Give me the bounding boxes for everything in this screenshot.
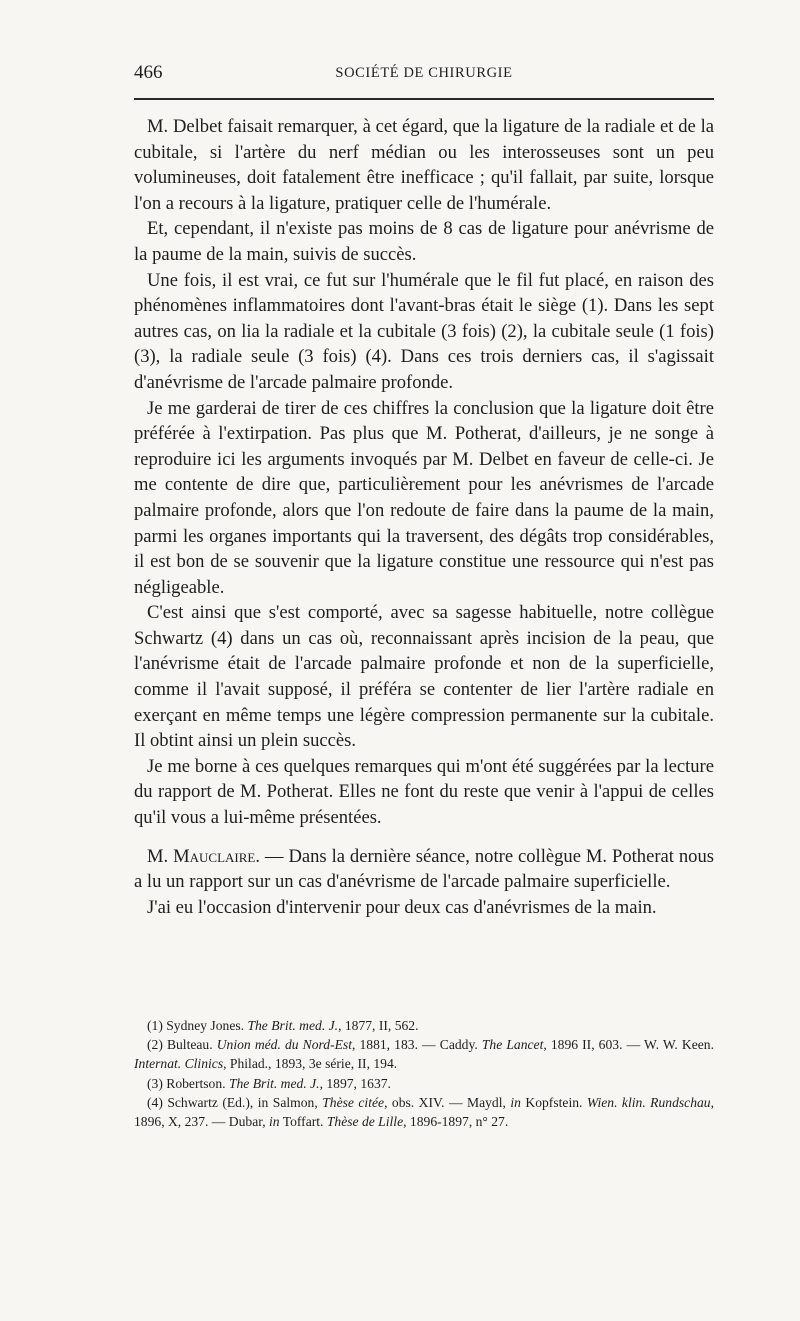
paragraph: Je me borne à ces quelques remarques qui m'ont été suggérées par la lecture du rapport de M. Potherat. Elles ne font du reste que venir à l'appui de celles qu'il vous a lui-même présentées. (134, 755, 714, 829)
footnotes (134, 1016, 714, 1131)
page-header (134, 62, 714, 86)
header-rule (134, 98, 714, 100)
running-title: SOCIÉTÉ DE CHIRURGIE (335, 65, 513, 81)
paragraph: C'est ainsi que s'est comporté, avec sa sagesse habituelle, notre collègue Schwartz (4) dans un cas où, reconnaissant après incision de la peau, que l'anévrisme était de l'arcade palmaire profonde et non de la superficielle, comme il l'avait supposé, il préféra se contenter de lier l'artère radiale en exerçant en même temps une légère compression permanente sur la cubitale. Il obtint ainsi un plein succès. (134, 602, 714, 752)
speaker-name: M. Mauclaire. (147, 845, 261, 867)
main-text (134, 114, 714, 920)
paragraph: Une fois, il est vrai, ce fut sur l'humérale que le fil fut placé, en raison des phénomènes inflammatoires dont l'avant-bras était le siège (1). Dans les sept autres cas, on lia la radiale et la cubitale (3 fois) (2), la cubitale seule (1 fois) (3), la radiale seule (3 fois) (4). Dans ces trois derniers cas, il s'agissait d'anévrisme de l'arcade palmaire profonde. (134, 269, 714, 393)
mauclaire-paragraph (134, 844, 714, 895)
footnote-4: (4) Schwartz (Ed.), in Salmon, Thèse citée, obs. XIV. — Maydl, in Kopfstein. Wien. klin. Rundschau, 1896, X, 237. — Dubar, in Toffart. Thèse de Lille, 1896-1897, n° 27. (134, 1094, 714, 1130)
paragraph: Et, cependant, il n'existe pas moins de 8 cas de ligature pour anévrisme de la paume de la main, suivis de succès. (134, 218, 714, 265)
paragraph: J'ai eu l'occasion d'intervenir pour deux cas d'anévrismes de la main. (147, 896, 657, 918)
footnote-2: (2) Bulteau. Union méd. du Nord-Est, 1881, 183. — Caddy. The Lancet, 1896 II, 603. — W. W. Keen. Internat. Clinics, Philad., 1893, 3e série, II, 194. (134, 1037, 715, 1072)
paragraph: Je me garderai de tirer de ces chiffres la conclusion que la ligature doit être préférée à l'extirpation. Pas plus que M. Potherat, d'ailleurs, je ne songe à reproduire ici les arguments invoqués par M. Delbet en faveur de celle-ci. Je me contente de dire que, particulièrement pour les anévrismes de l'arcade palmaire profonde, alors que l'on redoute de faire dans la paume de la main, parmi les organes importants qui la traversent, des dégâts trop considérables, il est bon de se souvenir que la ligature constitue une ressource qui n'est pas négligeable. (134, 397, 714, 598)
paragraph: M. Delbet faisait remarquer, à cet égard, que la ligature de la radiale et de la cubitale, si l'artère du nerf médian ou les interosseuses sont un peu volumineuses, doit fatalement être inefficace ; qu'il fallait, par suite, lorsque l'on a recours à la ligature, pratiquer celle de l'humérale. (134, 116, 714, 214)
mauclaire-text: — Dans la dernière séance, notre collègue M. Potherat nous a lu un rapport sur un cas d'anévrisme de l'arcade palmaire superficielle. (134, 845, 715, 893)
page-number: 466 (134, 62, 163, 83)
footnote-3: (3) Robertson. The Brit. med. J., 1897, 1637. (147, 1075, 391, 1091)
footnote-1: (1) Sydney Jones. The Brit. med. J., 1877, II, 562. (147, 1018, 419, 1033)
